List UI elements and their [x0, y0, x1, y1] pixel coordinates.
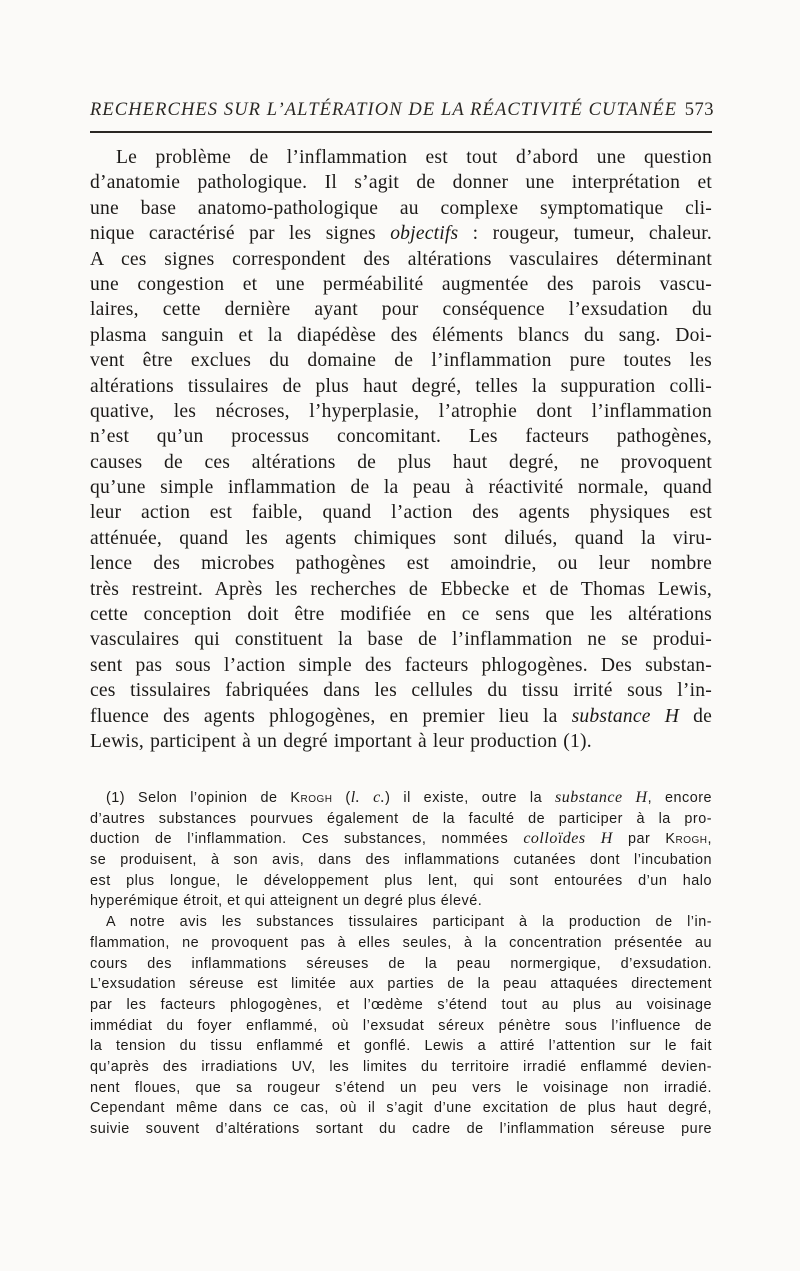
running-head: [90, 98, 712, 122]
footnote-line: L’exsudation séreuse est limitée aux parties de la peau attaquées directement: [90, 976, 712, 993]
footnote-line: (1) Selon l’opinion de Krogh (l. c.) il existe, outre la substance H, encore: [106, 789, 713, 806]
footnote-line: se produisent, à son avis, dans des inflammations cutanées dont l’incubation: [90, 852, 712, 869]
footnote-line: flammation, ne provoquent pas à elles seules, à la concentration présentée au: [90, 934, 712, 951]
text-line: cette conception doit être modifiée en ce sens que les altérations: [90, 604, 712, 626]
text-line: qu’une simple inflammation de la peau à réactivité normale, quand: [90, 477, 712, 499]
text-line: vent être exclues du domaine de l’inflammation pure toutes les: [90, 350, 712, 372]
footnote-line: qu’après des irradiations UV, les limites du territoire irradié enflammé devien-: [90, 1058, 712, 1075]
footnote-line: nent floues, que sa rougeur s’étend un peu vers le voisinage non irradié.: [90, 1079, 712, 1096]
text-line: A ces signes correspondent des altérations vasculaires déterminant: [90, 248, 712, 270]
text-line: ces tissulaires fabriquées dans les cellules du tissu irrité sous l’in-: [90, 680, 712, 702]
main-paragraph: [90, 145, 712, 754]
footnote-line: cours des inflammations séreuses de la peau normergique, d’exsudation.: [90, 955, 712, 972]
text-line: altérations tissulaires de plus haut degré, telles la suppuration colli-: [90, 375, 712, 397]
text-line: lence des microbes pathogènes est amoindrie, ou leur nombre: [90, 553, 712, 575]
text-line: très restreint. Après les recherches de Ebbecke et de Thomas Lewis,: [90, 578, 712, 600]
text-line: n’est qu’un processus concomitant. Les facteurs pathogènes,: [90, 426, 712, 448]
text-line: vasculaires qui constituent la base de l’inflammation ne se produi-: [90, 629, 712, 651]
text-line: [90, 221, 712, 246]
text-line: fluence des agents phlogogènes, en premier lieu la substance H de: [90, 705, 712, 727]
text-line: quative, les nécroses, l’hyperplasie, l’atrophie dont l’inflammation: [90, 400, 712, 422]
text-line: Lewis, participent à un degré important à leur production (1).: [90, 730, 592, 752]
footnote-line: par les facteurs phlogogènes, et l’œdème s’étend tout au plus au voisinage: [90, 996, 712, 1013]
footnote-line: duction de l’inflammation. Ces substances, nommées colloïdes H par Krogh,: [90, 830, 712, 848]
text-line: laires, cette dernière ayant pour conséquence l’exsudation du: [90, 299, 712, 321]
text-line: une congestion et une perméabilité augmentée des parois vascu-: [90, 273, 712, 295]
italic-term: l. c.: [350, 789, 386, 806]
italic-term: colloïdes H: [523, 830, 613, 848]
footnote-line: est plus longue, le développement plus lent, qui sont entourées d’un halo: [90, 872, 712, 889]
footnote-line: Cependant même dans ce cas, où il s’agit d’une excitation de plus haut degré,: [90, 1100, 712, 1117]
footnote-line: A notre avis les substances tissulaires participant à la production de l’in-: [106, 914, 712, 931]
italic-term: substance H: [555, 789, 648, 806]
text-line: atténuée, quand les agents chimiques sont dilués, quand la viru-: [90, 527, 712, 549]
footnote-line: hyperémique étroit, et qui atteignent un degré plus élevé.: [90, 893, 483, 910]
running-title: RECHERCHES SUR L’ALTÉRATION DE LA RÉACTIVITÉ CUTANÉE: [90, 100, 678, 120]
text-line: sent pas sous l’action simple des facteurs phlogogènes. Des substan-: [90, 654, 712, 676]
footnote-line: d’autres substances pourvues également de la faculté de participer à la pro-: [90, 810, 712, 827]
footnote-line: immédiat du foyer enflammé, où l’exsudat séreux pénètre sous l’influence de: [90, 1017, 712, 1034]
text-line: Le problème de l’inflammation est tout d’abord une question: [116, 147, 712, 168]
footnote-line: la tension du tissu enflammé et gonflé. Lewis a attiré l’attention sur le fait: [90, 1038, 712, 1055]
italic-term: substance H: [571, 705, 680, 727]
footnote-block: [90, 788, 712, 1140]
page-number: 573: [684, 100, 714, 120]
text-line: une base anatomo-pathologique au complexe symptomatique cli-: [90, 197, 712, 219]
author-name: Krogh: [290, 790, 333, 806]
text-line: d’anatomie pathologique. Il s’agit de donner une interprétation et: [90, 172, 712, 194]
footnote-line: suivie souvent d’altérations sortant du cadre de l’inflammation séreuse pure: [90, 1121, 712, 1137]
text-segment: nique caractérisé par les signes objectifs : rougeur, tumeur, chaleur.: [90, 223, 712, 245]
author-name: Krogh: [665, 831, 708, 848]
text-line: plasma sanguin et la diapédèse des éléments blancs du sang. Doi-: [90, 324, 712, 346]
italic-term: objectifs: [390, 223, 459, 245]
text-line: leur action est faible, quand l’action des agents physiques est: [90, 502, 712, 524]
text-line: causes de ces altérations de plus haut degré, ne provoquent: [90, 451, 712, 473]
header-rule: [90, 131, 712, 133]
